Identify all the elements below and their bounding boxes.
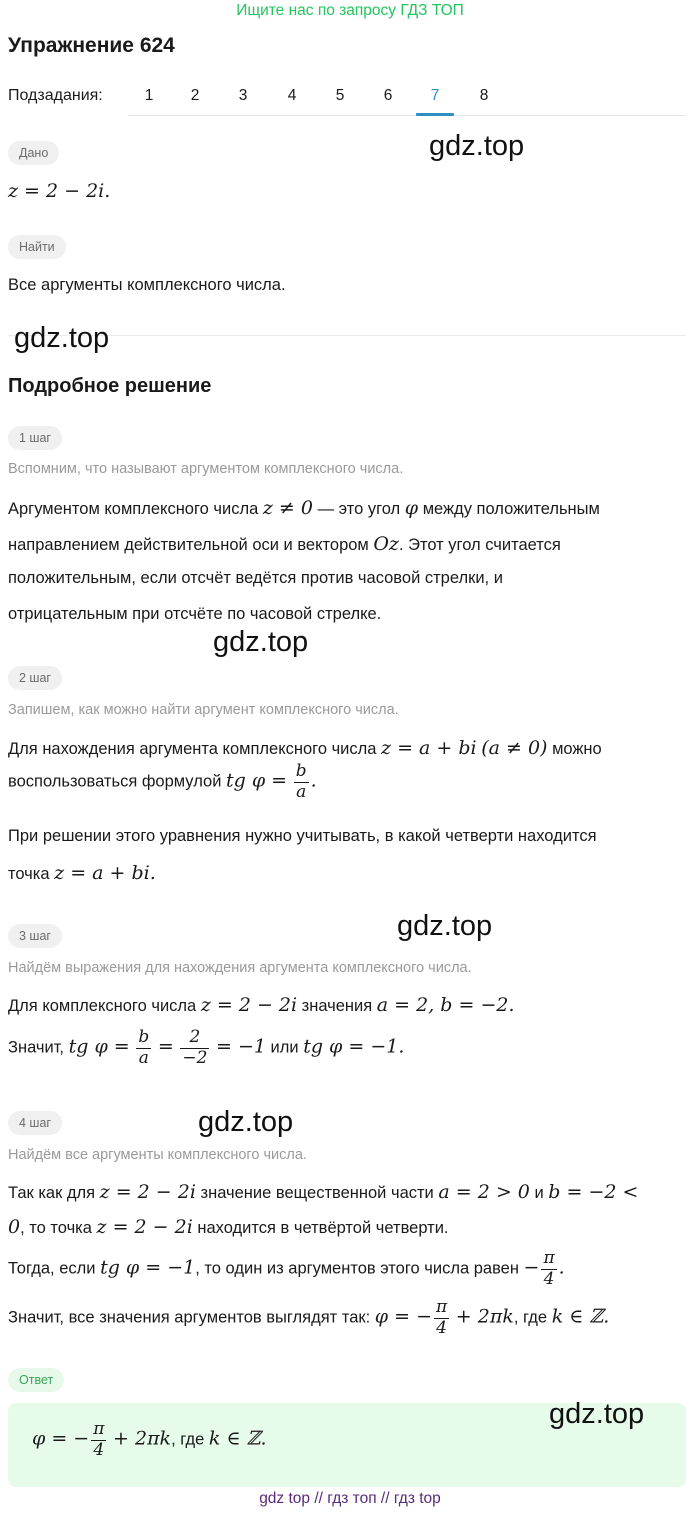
tab-subtask-1[interactable]: 1	[144, 87, 154, 104]
step-3-line-1: Для комплексного числа z = 2 − 2i значения a = 2, b = −2.	[8, 994, 515, 1016]
tab-subtask-2[interactable]: 2	[190, 87, 200, 104]
answer-badge: Ответ	[8, 1368, 64, 1392]
tab-subtask-7[interactable]: 7	[430, 87, 440, 104]
step-3-hint: Найдём выражения для нахождения аргумента комплексного числа.	[8, 960, 472, 976]
watermark: gdz.top	[549, 1398, 645, 1430]
page-title: Упражнение 624	[8, 34, 175, 57]
subtasks-divider	[128, 115, 686, 116]
step-1-line-1: Аргументом комплексного числа z ≠ 0 — это угол φ между положительным	[8, 497, 600, 519]
tab-subtask-4[interactable]: 4	[287, 87, 297, 104]
step-4-hint: Найдём все аргументы комплексного числа.	[8, 1147, 307, 1163]
tab-subtask-5[interactable]: 5	[335, 87, 345, 104]
answer-formula: φ = − $\frac{\pi}{4}$ + 2πk, где k ∈ ℤ.	[32, 1419, 267, 1460]
step-1-line-3: положительным, если отсчёт ведётся против часовой стрелки, и	[8, 569, 503, 587]
section-divider	[8, 335, 686, 336]
tab-subtask-3[interactable]: 3	[238, 87, 248, 104]
step-2-badge: 2 шаг	[8, 666, 62, 690]
given-formula: z = 2 − 2i.	[8, 180, 111, 202]
step-2-hint: Запишем, как можно найти аргумент комплексного числа.	[8, 702, 399, 718]
footer-links[interactable]: gdz top // гдз топ // гдз top	[259, 1490, 441, 1507]
step-4-line-1: Так как для z = 2 − 2i значение вещественной части a = 2 > 0 и b = −2 <	[8, 1181, 639, 1203]
step-4-line-4: Значит, все значения аргументов выглядят так: φ = − $\frac{\pi}{4}$ + 2πk, где k ∈ ℤ.	[8, 1297, 610, 1338]
watermark: gdz.top	[14, 322, 110, 354]
watermark: gdz.top	[397, 910, 493, 942]
step-1-line-4: отрицательным при отсчёте по часовой стрелке.	[8, 605, 382, 623]
step-4-badge: 4 шаг	[8, 1111, 62, 1135]
step-2-line-3: При решении этого уравнения нужно учитывать, в какой четверти находится	[8, 827, 597, 845]
watermark: gdz.top	[213, 626, 309, 658]
given-badge: Дано	[8, 141, 59, 165]
solution-title: Подробное решение	[8, 375, 212, 397]
step-1-hint: Вспомним, что называют аргументом комплексного числа.	[8, 461, 404, 477]
active-tab-indicator	[416, 113, 454, 116]
step-2-line-4: точка z = a + bi.	[8, 862, 156, 884]
step-2-line-2: воспользоваться формулой tg φ = $\frac{b}{a}$ .	[8, 761, 317, 802]
step-3-line-2: Значит, tg φ = $\frac{b}{a}$ = $\frac{2}{-2}$ = −1 или tg φ = −1.	[8, 1027, 405, 1068]
subtasks-label: Подзадания:	[8, 87, 103, 104]
step-4-line-2: 0, то точка z = 2 − 2i находится в четвёртой четверти.	[8, 1216, 449, 1238]
tab-subtask-8[interactable]: 8	[479, 87, 489, 104]
step-1-badge: 1 шаг	[8, 426, 62, 450]
step-3-badge: 3 шаг	[8, 924, 62, 948]
find-text: Все аргументы комплексного числа.	[8, 276, 286, 294]
promo-banner[interactable]: Ищите нас по запросу ГДЗ ТОП	[236, 2, 464, 19]
step-4-line-3: Тогда, если tg φ = −1, то один из аргументов этого числа равен − $\frac{\pi}{4}$ .	[8, 1248, 565, 1289]
watermark: gdz.top	[429, 130, 525, 162]
tab-subtask-6[interactable]: 6	[383, 87, 393, 104]
step-1-line-2: направлением действительной оси и вектором Oz. Этот угол считается	[8, 533, 561, 555]
find-badge: Найти	[8, 235, 66, 259]
step-2-line-1: Для нахождения аргумента комплексного числа z = a + bi (a ≠ 0) можно	[8, 737, 602, 759]
watermark: gdz.top	[198, 1106, 294, 1138]
